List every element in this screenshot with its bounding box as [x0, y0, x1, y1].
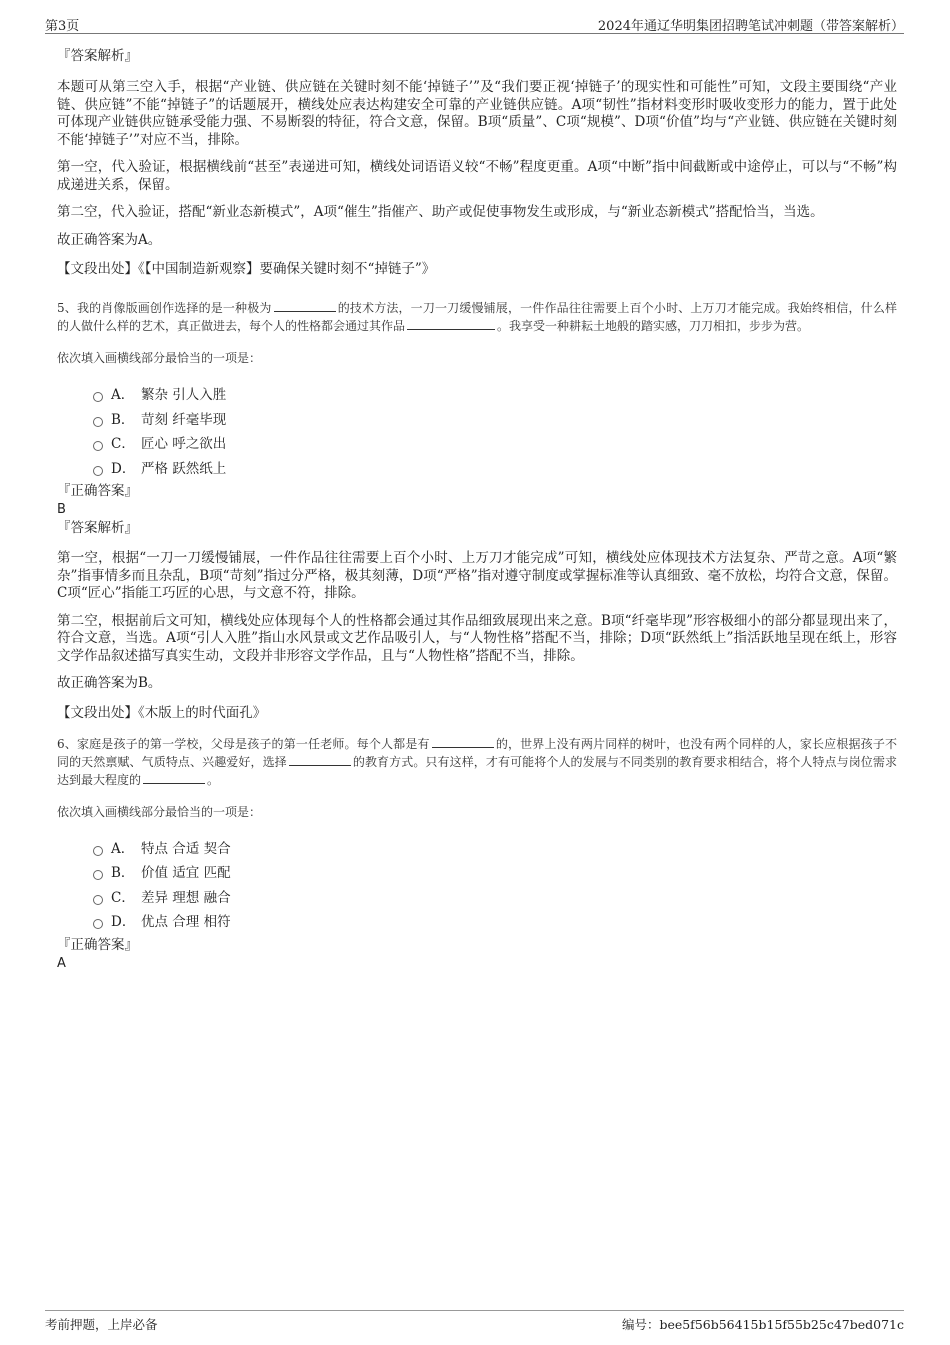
q6-option-b[interactable]: B． 价值 适宜 匹配 — [93, 861, 897, 886]
q5-source: 【文段出处】《木版上的时代面孔》 — [57, 704, 267, 721]
radio-icon[interactable] — [93, 895, 103, 905]
q5-stem: 5、我的肖像版画创作选择的是一种极为 的技术方法，一刀一刀缓慢铺展，一件作品往往需要上百个小时、上万刀才能完成。我始终相信，什么样的人做什么样的艺术，真正做进去，每个人的性格都会通过其作品 。我享受一种耕耘土地般的踏实感，刀刀相扣，步步为营。 — [57, 301, 897, 333]
radio-icon[interactable] — [93, 846, 103, 856]
q4-analysis-p1: 本题可从第三空入手，根据“产业链、供应链在关键时刻不能‘掉链子’”及“我们要正视‘掉链子’的现实性和可能性”可知，文段主要围绕“产业链、供应链”不能“掉链子”的话题展开，横线处应表达构建安全可靠的产业链供应链。A项“韧性”指材料变形时吸收变形力的能力，置于此处可体现产业链供应链承受能力强、不易断裂的特征，符合文意，保留。B项“质量”、C项“规模”、D项“价值”均与“产业链、供应链在关键时刻不能‘掉链子’”对应不当，排除。 — [57, 79, 897, 148]
document-title: 2024年通辽华明集团招聘笔试冲刺题（带答案解析） — [597, 19, 904, 34]
radio-icon[interactable] — [93, 870, 103, 880]
q5-answer: B — [57, 502, 66, 517]
page-header — [45, 13, 904, 34]
q5-instruction: 依次填入画横线部分最恰当的一项是： — [57, 351, 262, 365]
correct-answer-label: 『正确答案』 — [57, 936, 138, 953]
document-code: 编号：bee5f56b56415b15f55b25c47bed071c — [621, 1317, 904, 1332]
q4-analysis-p2: 第一空，代入验证，根据横线前“甚至”表递进可知，横线处词语语义较“不畅”程度更重。A项“中断”指中间截断或中途停止，可以与“不畅”构成递进关系，保留。 — [57, 159, 897, 193]
q5-option-b[interactable]: B． 苛刻 纤毫毕现 — [93, 408, 897, 433]
radio-icon[interactable] — [93, 919, 103, 929]
q5-options — [93, 383, 897, 481]
blank — [274, 300, 336, 312]
blank — [289, 754, 351, 766]
footer-slogan: 考前押题，上岸必备 — [45, 1317, 158, 1332]
q6-options — [93, 837, 897, 935]
correct-answer-label: 『正确答案』 — [57, 483, 138, 499]
q5-option-c[interactable]: C． 匠心 呼之欲出 — [93, 432, 897, 457]
radio-icon[interactable] — [93, 417, 103, 427]
analysis-label: 『答案解析』 — [57, 520, 138, 536]
blank — [407, 318, 495, 330]
page-content — [57, 46, 897, 972]
q5-analysis-p2: 第二空，根据前后文可知，横线处应体现每个人的性格都会通过其作品细致展现出来之意。B项“纤毫毕现”形容极细小的部分都显现出来了，符合文意，当选。A项“引人入胜”指山水风景或文艺作品吸引人，与“人物性格”搭配不当，排除；D项“跃然纸上”指活跃地呈现在纸上，形容文学作品叙述描写真实生动，文段并非形容文学作品，且与“人物性格”搭配不当，排除。 — [57, 612, 897, 664]
q5-option-d[interactable]: D． 严格 跃然纸上 — [93, 457, 897, 482]
q4-analysis-p3: 第二空，代入验证，搭配“新业态新模式”，A项“催生”指催产、助产或促使事物发生或形成，与“新业态新模式”搭配恰当，当选。 — [57, 204, 824, 220]
blank — [432, 736, 494, 748]
q4-source: 【文段出处】《【中国制造新观察】要确保关键时刻不“掉链子”》 — [57, 261, 436, 277]
blank — [143, 772, 205, 784]
analysis-label: 『答案解析』 — [57, 48, 138, 64]
q6-option-d[interactable]: D． 优点 合理 相符 — [93, 910, 897, 935]
page-number: 第3页 — [45, 19, 80, 34]
radio-icon[interactable] — [93, 441, 103, 451]
q6-instruction: 依次填入画横线部分最恰当的一项是： — [57, 804, 262, 819]
q5-option-a[interactable]: A． 繁杂 引人入胜 — [93, 383, 897, 408]
radio-icon[interactable] — [93, 392, 103, 402]
q6-option-c[interactable]: C． 差异 理想 融合 — [93, 886, 897, 911]
q6-stem: 6、家庭是孩子的第一学校，父母是孩子的第一任老师。每个人都是有 的，世界上没有两片同样的树叶，也没有两个同样的人，家长应根据孩子不同的天然禀赋、气质特点、兴趣爱好，选择 的教育方式。只有这样，才有可能将个人的发展与不同类别的教育要求相结合，将个人特点与岗位需求达到最大程度的 。 — [57, 736, 897, 787]
page-footer — [45, 1310, 904, 1333]
radio-icon[interactable] — [93, 466, 103, 476]
q6-answer: A — [57, 955, 66, 971]
q4-conclusion: 故正确答案为A。 — [57, 231, 162, 248]
q5-analysis-p1: 第一空，根据“一刀一刀缓慢铺展，一件作品往往需要上百个小时、上万刀才能完成”可知，横线处应体现技术方法复杂、严苛之意。A项“繁杂”指事情多而且杂乱，B项“苛刻”指过分严格，极其刻薄，D项“严格”指对遵守制度或掌握标准等认真细致、毫不放松，均符合文意，保留。C项“匠心”指能工巧匠的心思，与文意不符，排除。 — [57, 550, 897, 601]
q6-option-a[interactable]: A． 特点 合适 契合 — [93, 837, 897, 862]
q5-conclusion: 故正确答案为B。 — [57, 675, 162, 691]
